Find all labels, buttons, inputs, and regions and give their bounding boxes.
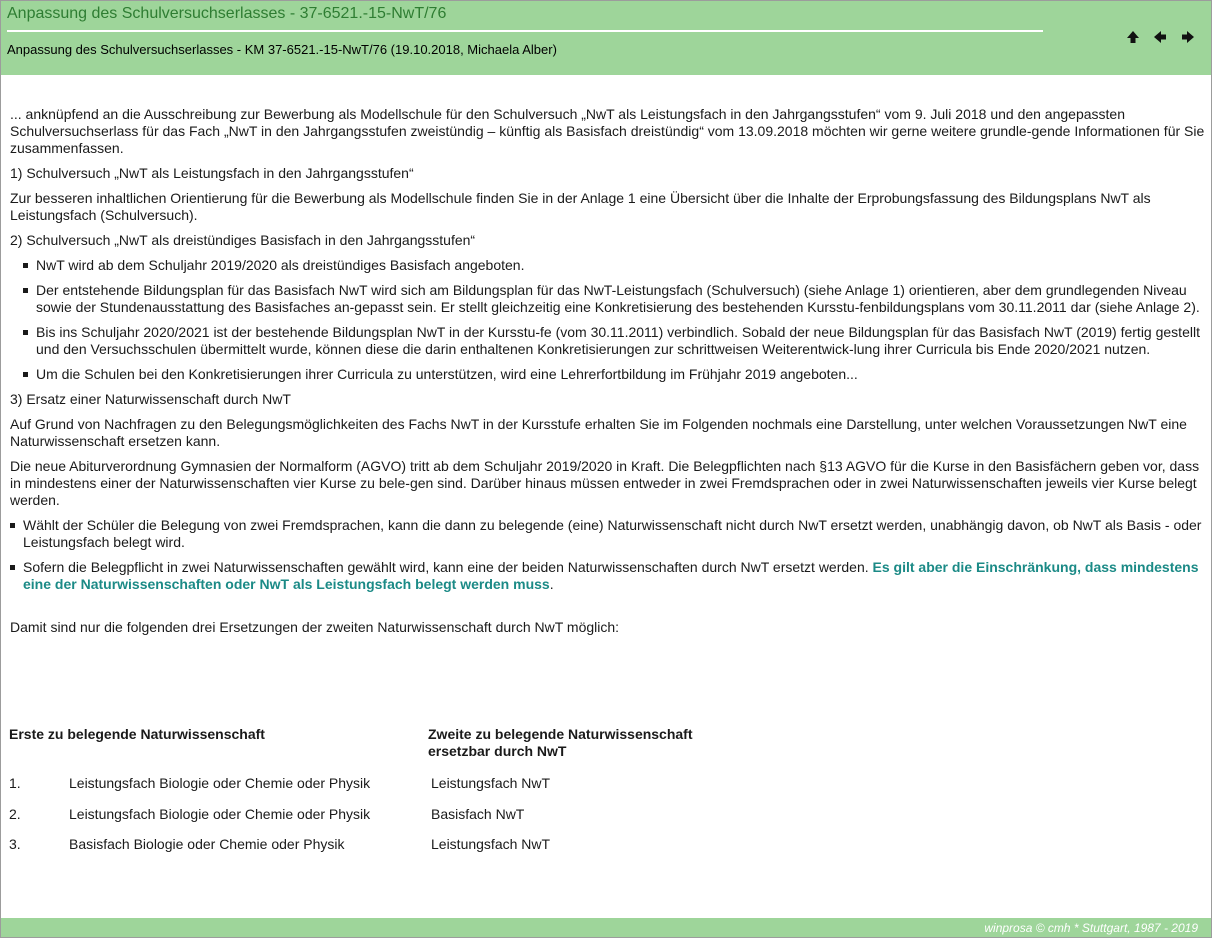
copyright-text: winprosa © cmh * Stuttgart, 1987 - 2019 — [984, 921, 1198, 935]
square-bullet-icon — [23, 263, 28, 268]
page-subtitle: Anpassung des Schulversuchserlasses - KM 37-6521.-15-NwT/76 (19.10.2018, Michaela Alber) — [7, 42, 557, 57]
page-header — [1, 1, 1211, 75]
list-item — [10, 517, 1206, 551]
table-row-number: 2. — [9, 806, 21, 822]
table-cell-second: Leistungsfach NwT — [431, 836, 551, 852]
list-item-end: . — [549, 576, 554, 592]
column-header-first: Erste zu belegende Naturwissenschaft — [9, 726, 265, 742]
section3-paragraph-1: Auf Grund von Nachfragen zu den Belegungsmöglichkeiten des Fachs NwT in der Kursstufe erhalten Sie im Folgenden nochmals eine Darstellung, unter welchen Voraussetzungen NwT eine Naturwissenschaft ersetzen kann. — [10, 416, 1187, 449]
conclusion-paragraph: Damit sind nur die folgenden drei Ersetzungen der zweiten Naturwissenschaft durch NwT möglich: — [10, 619, 620, 635]
table-row-number: 3. — [9, 836, 21, 852]
section2-list — [10, 257, 1206, 383]
article-body — [10, 106, 1206, 644]
list-item — [10, 559, 1206, 593]
square-bullet-icon — [23, 372, 28, 377]
list-item — [10, 366, 1206, 383]
page-footer — [1, 918, 1211, 937]
list-item-text: Der entstehende Bildungsplan für das Basisfach NwT wird sich am Bildungsplan für das NwT-Leistungsfach (Schulversuch) (siehe Anlage 1) orientieren, aber dem grundlegenden Niveau sowie der Stundenausstattung des Basisfaches an-gepasst sein. Er stellt gleichzeitig eine Konkretisierung des bestehenden Kursstu-fenbildungsplans vom 30.11.2011 dar (siehe Anlage 2). — [36, 282, 1200, 315]
left-arrow-icon[interactable] — [1152, 28, 1168, 46]
square-bullet-icon — [23, 330, 28, 335]
table-cell-first: Leistungsfach Biologie oder Chemie oder Physik — [69, 775, 371, 791]
section1-heading: 1) Schulversuch „NwT als Leistungsfach in den Jahrgangsstufen“ — [10, 165, 414, 181]
section2-heading: 2) Schulversuch „NwT als dreistündiges Basisfach in den Jahrgangsstufen“ — [10, 232, 476, 248]
intro-paragraph: ... anknüpfend an die Ausschreibung zur Bewerbung als Modellschule für den Schulversuch „NwT als Leistungsfach in den Jahrgangsstufen“ vom 9. Juli 2018 und den angepassten Schulversuchserlass für das Fach „NwT in den Jahrgangsstufen zweistündig – künftig als Basisfach dreistündig“ vom 13.09.2018 möchten wir gerne weitere grundle-gende Informationen für Sie zusammenfassen. — [10, 106, 1205, 156]
list-item — [10, 282, 1206, 316]
list-item-text: Um die Schulen bei den Konkretisierungen ihrer Curricula zu unterstützen, wird eine Lehrerfortbildung im Frühjahr 2019 angeboten... — [36, 366, 858, 382]
column-header-second-line2: ersetzbar durch NwT — [428, 743, 567, 759]
page-title: Anpassung des Schulversuchserlasses - 37-6521.-15-NwT/76 — [7, 5, 447, 22]
right-arrow-icon[interactable] — [1180, 28, 1196, 46]
table-cell-first: Basisfach Biologie oder Chemie oder Physik — [69, 836, 345, 852]
square-bullet-icon — [10, 565, 15, 570]
table-cell-first: Leistungsfach Biologie oder Chemie oder Physik — [69, 806, 371, 822]
title-divider — [7, 30, 1043, 32]
table-cell-second: Basisfach NwT — [431, 806, 525, 822]
list-item-text: NwT wird ab dem Schuljahr 2019/2020 als dreistündiges Basisfach angeboten. — [36, 257, 525, 273]
list-item — [10, 324, 1206, 358]
square-bullet-icon — [23, 288, 28, 293]
column-header-second — [428, 726, 693, 760]
section3-list — [10, 517, 1206, 593]
section3-heading: 3) Ersatz einer Naturwissenschaft durch NwT — [10, 391, 291, 407]
home-arrow-icon[interactable] — [1125, 28, 1141, 46]
table-cell-second: Leistungsfach NwT — [431, 775, 551, 791]
list-item-text: Sofern die Belegpflicht in zwei Naturwissenschaften gewählt wird, kann eine der beiden Naturwissenschaften durch NwT ersetzt werden. — [23, 559, 873, 575]
column-header-second-line1: Zweite zu belegende Naturwissenschaft — [428, 726, 693, 742]
section3-paragraph-2: Die neue Abiturverordnung Gymnasien der Normalform (AGVO) tritt ab dem Schuljahr 2019/2020 in Kraft. Die Belegpflichten nach §13 AGVO für die Kurse in den Basisfächern geben vor, dass in mindestens einer der Naturwissenschaften vier Kurse zu bele-gen sind. Darüber hinaus müssen entweder in zwei Fremdsprachen oder in zwei Naturwissenschaften jeweils vier Kurse belegt werden. — [10, 458, 1200, 508]
table-row-number: 1. — [9, 775, 21, 791]
list-item-text: Wählt der Schüler die Belegung von zwei Fremdsprachen, kann die dann zu belegende (eine) Naturwissenschaft nicht durch NwT ersetzt werden, unabhängig davon, ob NwT als Basis - oder Leistungsfach belegt wird. — [23, 517, 1202, 550]
list-item-text: Bis ins Schuljahr 2020/2021 ist der bestehende Bildungsplan NwT in der Kursstu-fe (vom 30.11.2011) verbindlich. Sobald der neue Bildungsplan für das Basisfach NwT (2019) fertig gestellt und den Versuchsschulen übermittelt wurde, können diese die darin enthaltenen Konkretisierungen zur schrittweisen Weiterentwick-lung ihrer Curricula bis Ende 2020/2021 nutzen. — [36, 324, 1200, 357]
square-bullet-icon — [10, 523, 15, 528]
section1-paragraph: Zur besseren inhaltlichen Orientierung für die Bewerbung als Modellschule finden Sie in der Anlage 1 eine Übersicht über die Inhalte der Erprobungsfassung des Bildungsplans NwT als Leistungsfach (Schulversuch). — [10, 190, 1151, 223]
highlighted-restriction: Es gilt aber die Einschränkung, dass mindestens eine der Naturwissenschaften oder NwT als Leistungsfach belegt werden muss — [23, 559, 1199, 592]
list-item — [10, 257, 1206, 274]
